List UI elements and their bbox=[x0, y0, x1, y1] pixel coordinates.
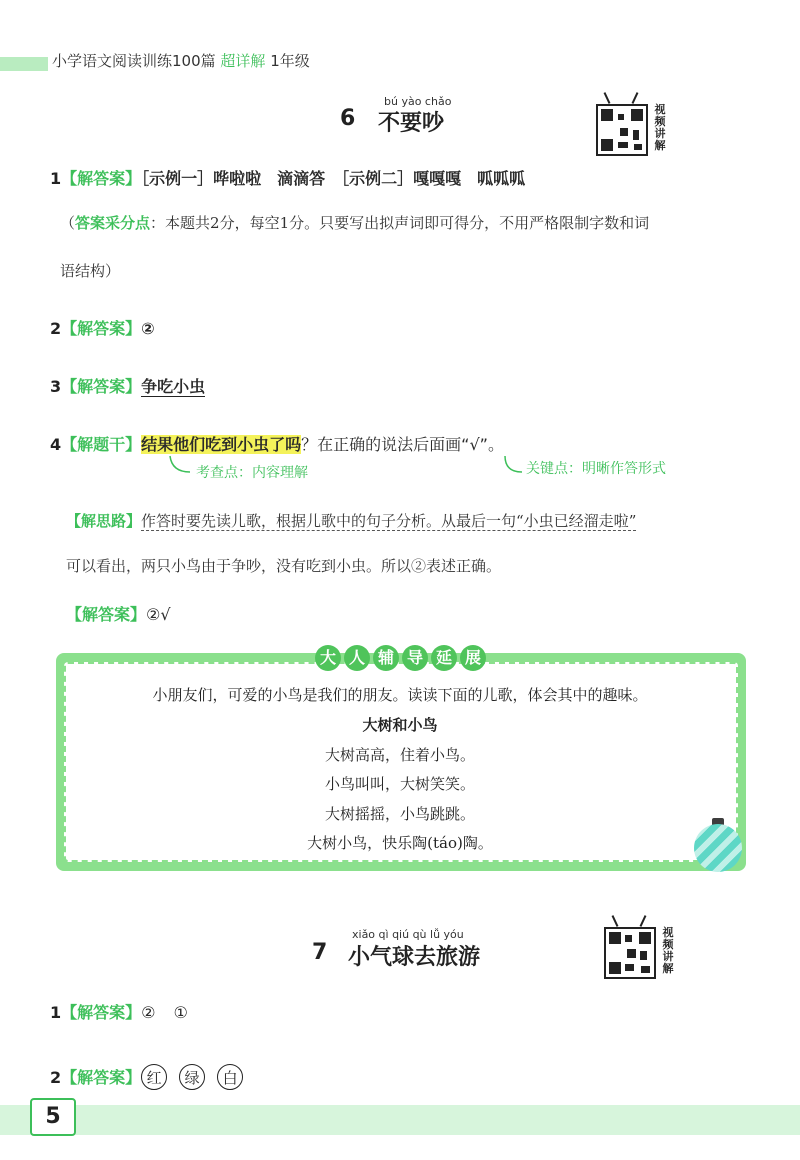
footer-band bbox=[0, 1105, 800, 1135]
q3-answer-row: 3【解答案】争吃小虫 bbox=[50, 377, 206, 396]
q1-scoring-note-line2: 语结构） bbox=[60, 262, 121, 280]
qr-code-icon[interactable] bbox=[596, 104, 648, 156]
q4-stem-rest: ？在正确的说法后面画“√”。 bbox=[301, 435, 504, 454]
q4-annot-key: 关键点：明晰作答形式 bbox=[526, 461, 666, 477]
q1-answer: ［示例一］哗啦啦 滴滴答 ［示例二］嘎嘎嘎 呱呱呱 bbox=[141, 169, 526, 188]
q4-thinking-row: 【解思路】作答时要先读儿歌，根据儿歌中的句子分析。从最后一句“小虫已经溜走啦” bbox=[66, 512, 637, 530]
q4-answer-row: 【解答案】②√ bbox=[66, 605, 171, 624]
poem-line-4: 大树小鸟，快乐陶(táo)陶。 bbox=[307, 834, 493, 852]
book-title: 小学语文阅读训练100篇 bbox=[52, 52, 216, 70]
guidance-title: 大 人 辅 导 延 展 bbox=[315, 645, 489, 673]
lesson6-video-qr[interactable] bbox=[596, 92, 676, 162]
running-header bbox=[52, 50, 310, 71]
q4-annot-examine: 考查点：内容理解 bbox=[196, 465, 308, 481]
lesson7-title: 小气球去旅游 bbox=[348, 945, 481, 970]
lesson7-video-qr[interactable] bbox=[604, 915, 684, 985]
q4-thinking-line2: 可以看出，两只小鸟由于争吵，没有吃到小虫。所以②表述正确。 bbox=[66, 557, 502, 575]
scoring-tag: 答案采分点 bbox=[75, 214, 151, 232]
book-highlight: 超详解 bbox=[220, 52, 266, 70]
qr-code-icon[interactable] bbox=[604, 927, 656, 979]
q4-stem-row: 4【解题干】结果他们吃到小虫了吗？在正确的说法后面画“√”。 bbox=[50, 435, 504, 454]
poem-title: 大树和小鸟 bbox=[362, 716, 438, 734]
poem-line-1: 大树高高，住着小鸟。 bbox=[324, 746, 475, 764]
l7-q1-answer-1: ② bbox=[141, 1003, 156, 1022]
q1-tag: 【解答案】 bbox=[61, 169, 142, 188]
q4-answer: ②√ bbox=[146, 605, 171, 624]
q1-number: 1 bbox=[50, 169, 62, 188]
qr-side-label: 视 频 讲 解 bbox=[662, 926, 674, 975]
guidance-intro: 小朋友们，可爱的小鸟是我们的朋友。读读下面的儿歌，体会其中的趣味。 bbox=[152, 686, 648, 704]
l7-q2-answer-red: 红 bbox=[141, 1064, 167, 1090]
q1-scoring-note: （答案采分点：本题共2分，每空1分。只要写出拟声词即可得分，不用严格限制字数和词 bbox=[60, 214, 650, 232]
q2-answer-row: 2【解答案】② bbox=[50, 319, 155, 338]
l7-q2-answer-row: 2【解答案】 红 绿 白 bbox=[50, 1064, 255, 1090]
lesson6-title: 不要吵 bbox=[378, 111, 445, 136]
ornament-ball-icon bbox=[694, 824, 742, 872]
header-accent-bar bbox=[0, 57, 48, 71]
lesson7-number: 7 bbox=[312, 940, 328, 965]
q1-answer-row bbox=[50, 168, 525, 190]
q4-thinking: 作答时要先读儿歌，根据儿歌中的句子分析。从最后一句“小虫已经溜走啦” bbox=[141, 512, 637, 530]
q2-answer: ② bbox=[141, 319, 155, 338]
l7-q2-answer-white: 白 bbox=[217, 1064, 243, 1090]
poem-line-2: 小鸟叫叫，大树笑笑。 bbox=[324, 775, 475, 793]
lesson7-pinyin: xiǎo qì qiú qù lǚ yóu bbox=[352, 928, 464, 941]
page-number: 5 bbox=[30, 1098, 76, 1136]
l7-q2-answer-green: 绿 bbox=[179, 1064, 205, 1090]
lesson6-pinyin: bú yào chǎo bbox=[384, 95, 452, 108]
qr-side-label: 视 频 讲 解 bbox=[654, 103, 666, 152]
grade-label: 1年级 bbox=[270, 52, 310, 70]
lesson6-number: 6 bbox=[340, 106, 356, 131]
l7-q1-answer-2: ① bbox=[173, 1003, 188, 1022]
q3-answer: 争吃小虫 bbox=[141, 377, 206, 396]
poem-line-3: 大树摇摇，小鸟跳跳。 bbox=[324, 805, 475, 823]
l7-q1-answer-row: 1【解答案】② ① bbox=[50, 1003, 188, 1022]
q4-stem-highlight: 结果他们吃到小虫了吗 bbox=[141, 435, 302, 454]
